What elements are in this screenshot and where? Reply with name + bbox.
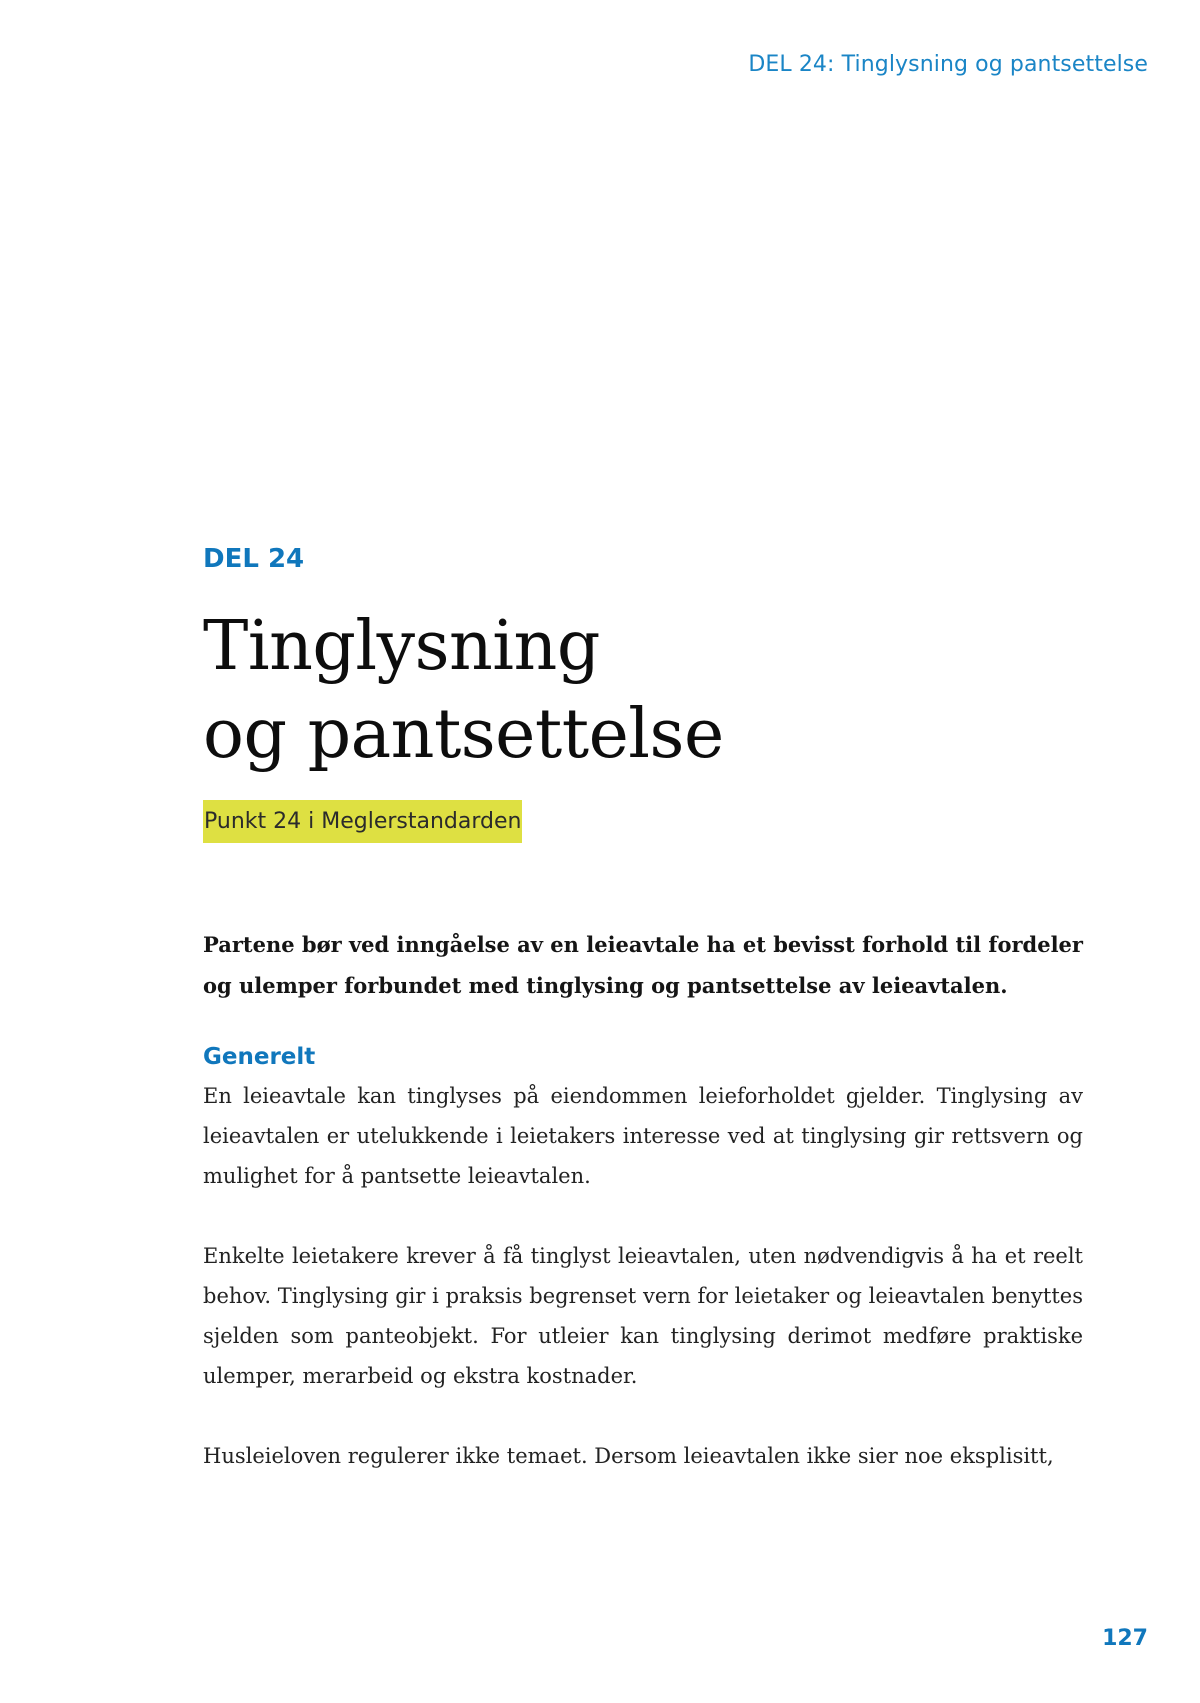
chapter-title: [203, 603, 724, 779]
main-content: [203, 924, 1083, 1476]
body-paragraph: Enkelte leietakere krever å få tinglyst leieavtalen, uten nødvendigvis å ha et reelt behov. Tinglysing gir i praksis begrenset vern for leietaker og leieavtalen benyttes sjelden som panteobjekt. For utleier kan tinglysing derimot medføre praktiske ulemper, merarbeid og ekstra kostnader.: [203, 1244, 1083, 1388]
chapter-title-line-2: og pantsettelse: [203, 695, 724, 774]
running-header: DEL 24: Tinglysning og pantsettelse: [748, 52, 1148, 77]
lead-paragraph: Partene bør ved inngåelse av en leieavtale ha et bevisst forhold til fordeler og ulemper forbundet med tinglysing og pantsettelse av leieavtalen.: [203, 932, 1083, 998]
body-paragraph: Husleieloven regulerer ikke temaet. Dersom leieavtalen ikke sier noe eksplisitt,: [203, 1444, 1054, 1468]
chapter-title-line-1: Tinglysning: [203, 607, 600, 686]
page-number: 127: [1102, 1626, 1148, 1651]
body-paragraph: En leieavtale kan tinglyses på eiendommen leieforholdet gjelder. Tinglysing av leieavtalen er utelukkende i leietakers interesse ved at tinglysing gir rettsvern og mulighet for å pantsette leieavtalen.: [203, 1084, 1083, 1188]
section-heading: Generelt: [203, 1044, 316, 1070]
part-label: DEL 24: [203, 544, 305, 574]
chapter-subtitle-highlight: Punkt 24 i Meglerstandarden: [203, 800, 522, 843]
